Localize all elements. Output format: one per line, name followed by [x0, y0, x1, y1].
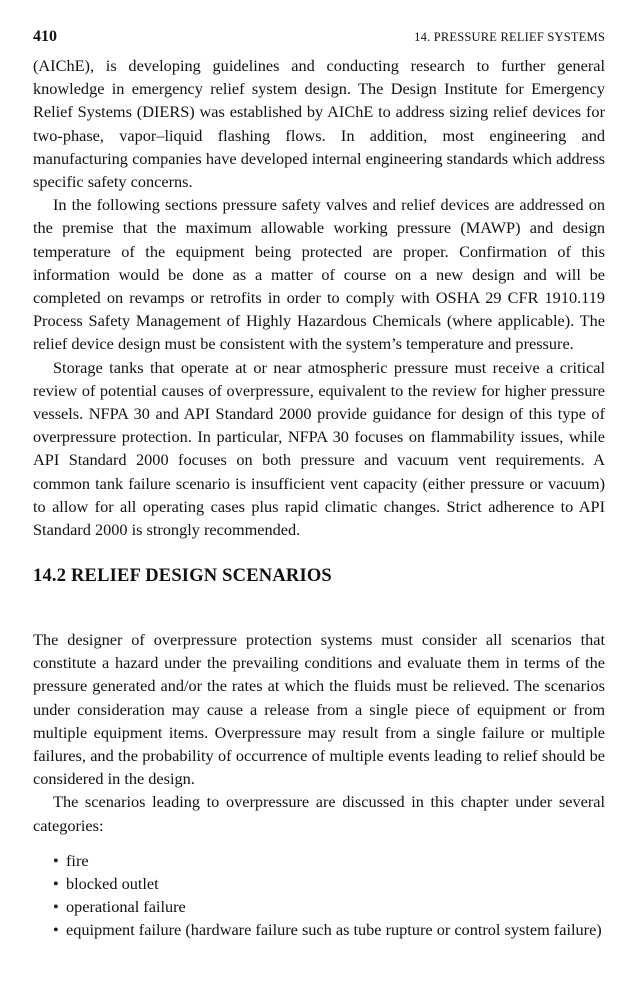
section-paragraph-2: The scenarios leading to overpressure are discussed in this chapter under several categories: — [33, 792, 605, 835]
section-body — [33, 628, 605, 941]
section-heading-block — [33, 566, 605, 587]
list-item — [33, 849, 605, 872]
document-page — [33, 28, 605, 541]
list-item — [33, 872, 605, 895]
intro-paragraph-1: (AIChE), is developing guidelines and conducting research to further general knowledge in emergency relief system design. The Design Institute for Emergency Relief Systems (DIERS) was established by AIChE to address sizing relief devices for two-phase, vapor–liquid flashing flows. In addition, most engineering and manufacturing companies have developed internal engineering standards which address specific safety concerns. — [33, 56, 605, 192]
bullet-marker: • — [53, 919, 59, 939]
chapter-title: 14. PRESSURE RELIEF SYSTEMS — [414, 30, 605, 44]
list-item-text: operational failure — [66, 896, 186, 916]
bullet-marker: • — [53, 896, 59, 916]
list-item-text: blocked outlet — [66, 873, 159, 893]
section-paragraph-1: The designer of overpressure protection systems must consider all scenarios that constitute a hazard under the prevailing conditions and evaluate them in terms of the pressure generated and/or the rates at which the fluids must be relieved. The scenarios under consideration may cause a release from a single piece of equipment or from multiple equipment items. Overpressure may result from a single failure or multiple failures, and the probability of occurrence of multiple events leading to relief should be considered in the design. — [33, 630, 605, 789]
page-number: 410 — [33, 28, 57, 45]
bullet-marker: • — [53, 850, 59, 870]
list-item — [33, 895, 605, 918]
list-item-text: fire — [66, 850, 89, 870]
running-header — [33, 28, 605, 54]
bullet-marker: • — [53, 873, 59, 893]
intro-paragraph-2: In the following sections pressure safety valves and relief devices are addressed on the premise that the maximum allowable working pressure (MAWP) and design temperature of the equipment being protected are proper. Confirmation of this information would be done as a matter of course on a new design and will be completed on revamps or retrofits in order to comply with OSHA 29 CFR 1910.119 Process Safety Management of Highly Hazardous Chemicals (where applicable). The relief device design must be consistent with the system’s temperature and pressure. — [33, 195, 605, 354]
intro-paragraph-3: Storage tanks that operate at or near atmospheric pressure must receive a critical review of potential causes of overpressure, equivalent to the review for higher pressure vessels. NFPA 30 and API Standard 2000 provide guidance for design of this type of overpressure protection. In particular, NFPA 30 focuses on flammability issues, while API Standard 2000 focuses on both pressure and vacuum vent requirements. A common tank failure scenario is insufficient vent capacity (either pressure or vacuum) to allow for all operating cases plus rapid climatic changes. Strict adherence to API Standard 2000 is strongly recommended. — [33, 357, 605, 540]
scenario-list — [33, 849, 605, 941]
intro-text — [33, 54, 605, 541]
list-item — [33, 918, 605, 941]
list-item-text: equipment failure (hardware failure such as tube rupture or control system failure) — [66, 919, 602, 939]
section-heading: 14.2 RELIEF DESIGN SCENARIOS — [33, 566, 332, 586]
